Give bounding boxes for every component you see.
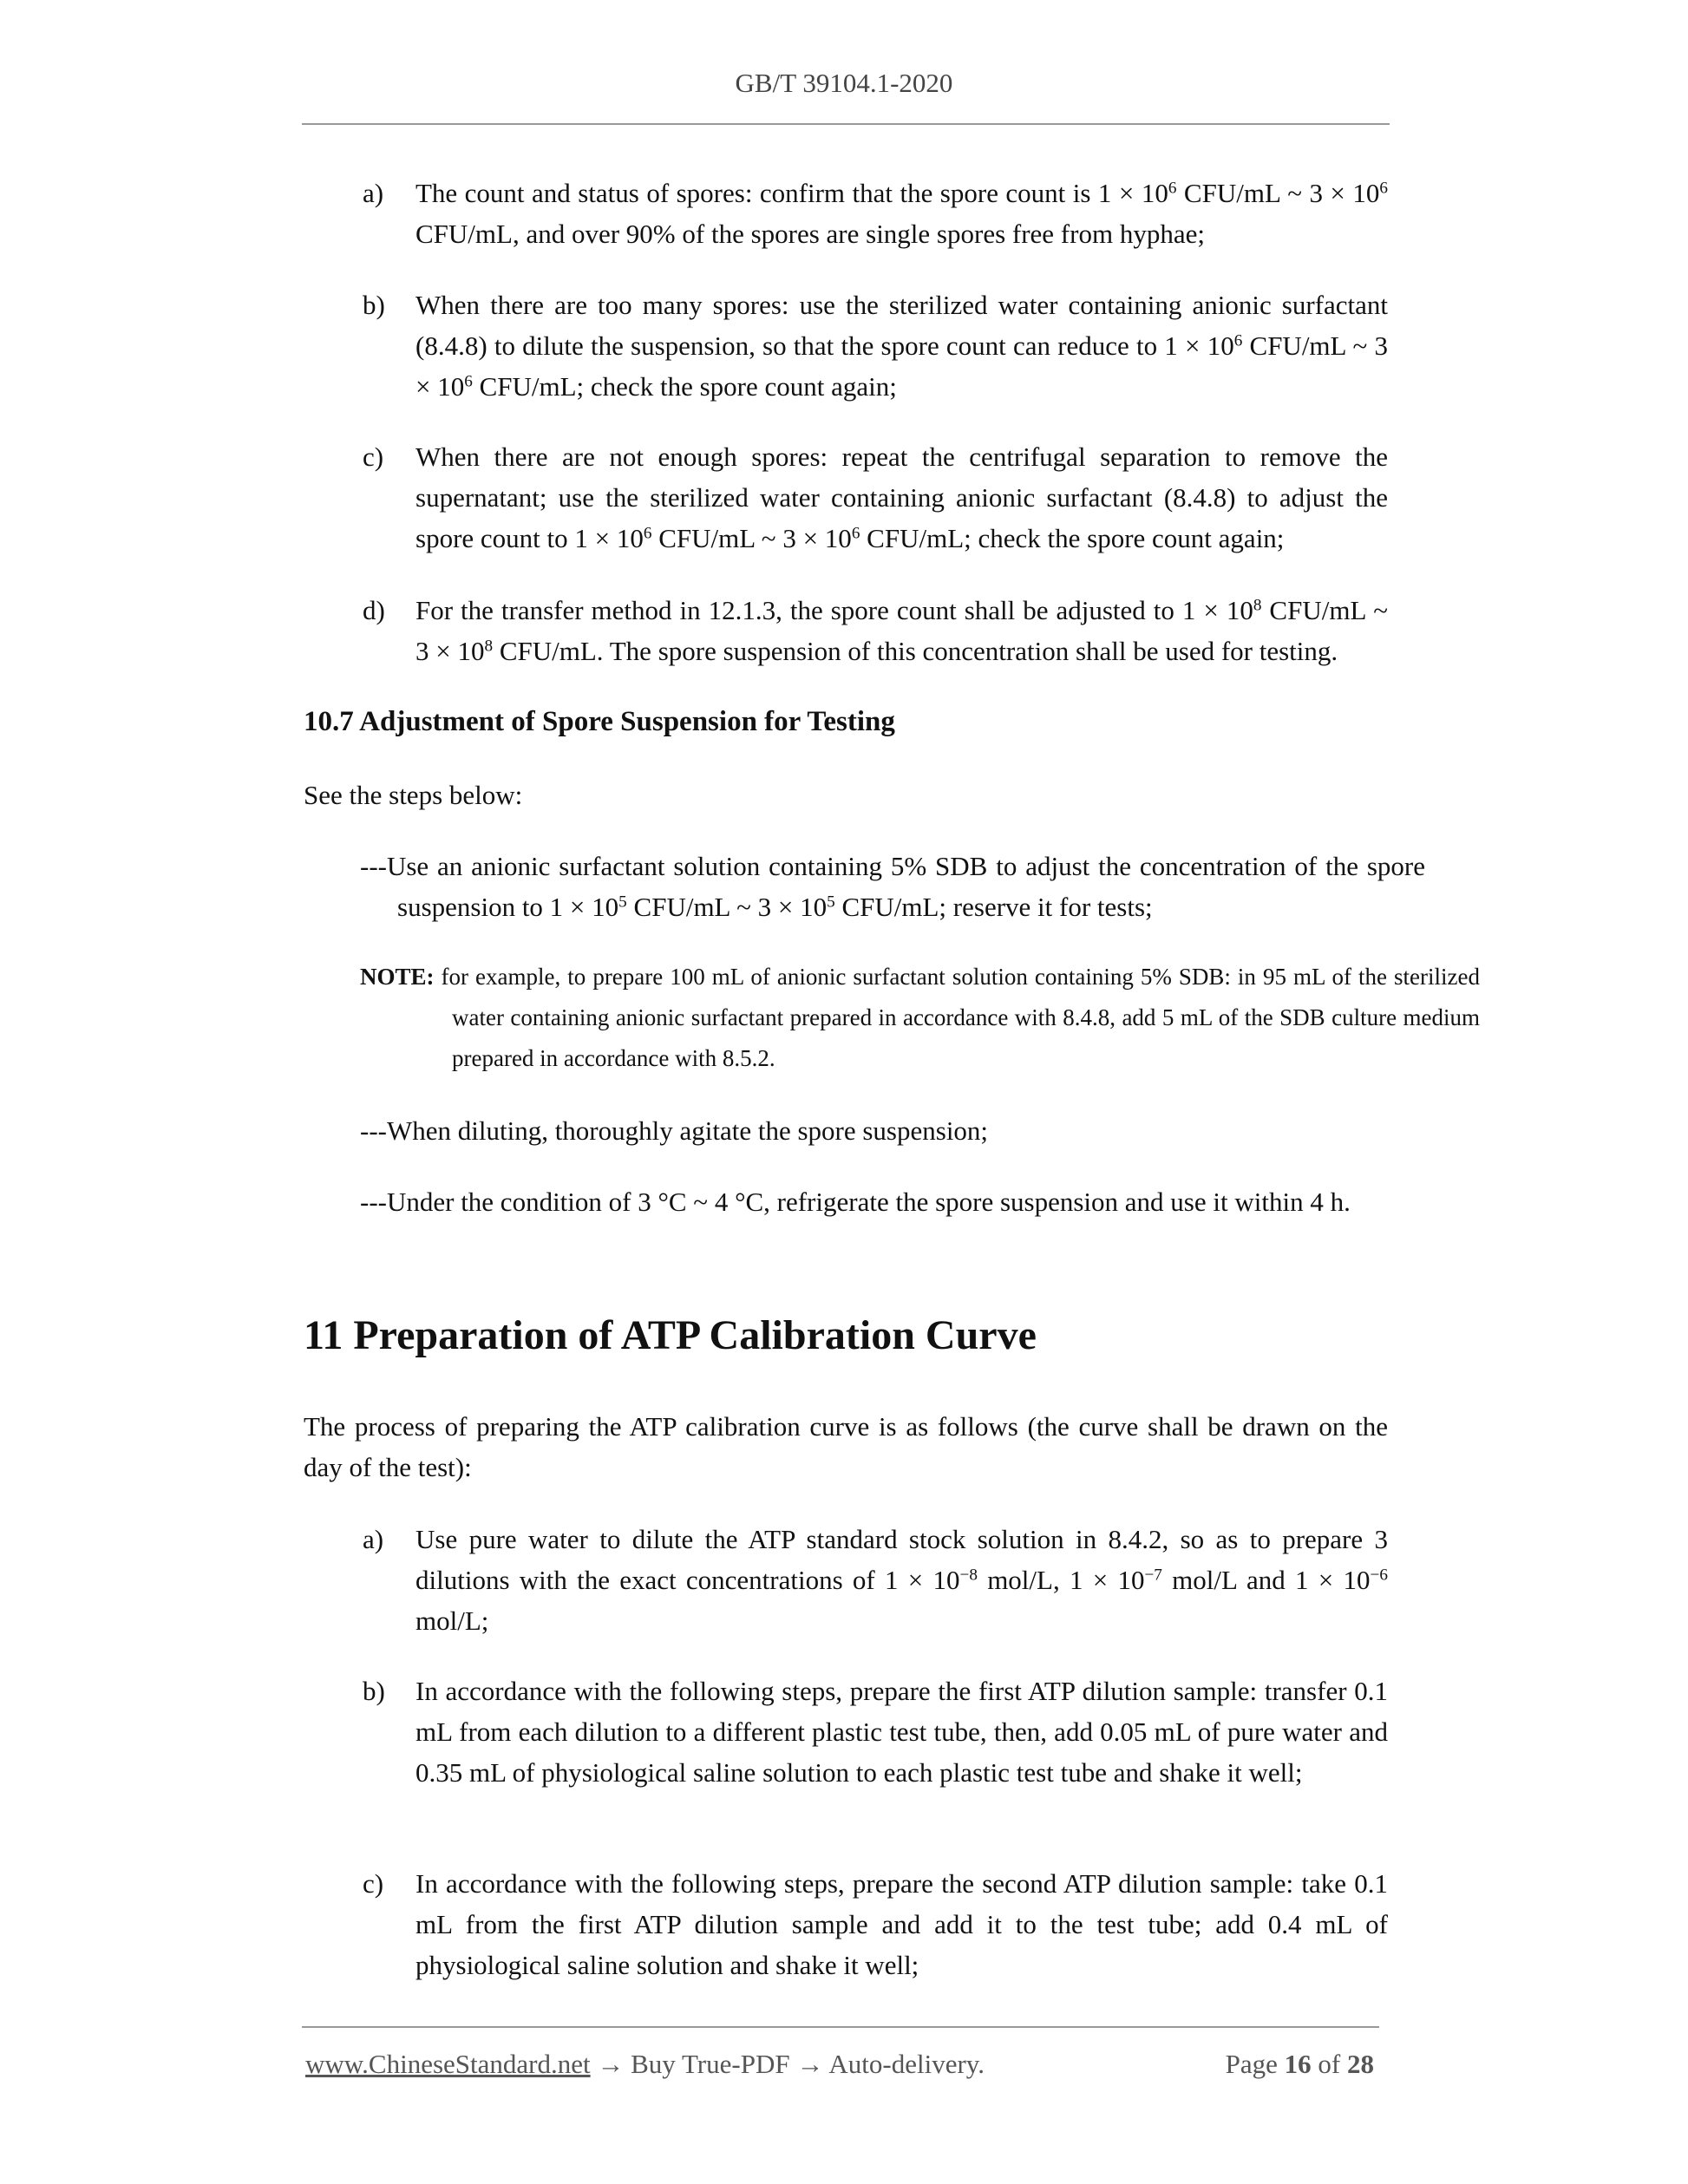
item-text — [415, 436, 1388, 559]
list-item — [363, 1863, 1388, 1985]
list-item — [363, 436, 1388, 559]
item-text — [415, 1863, 1388, 1985]
item-text — [415, 1519, 1388, 1641]
text-run: CFU/mL; reserve it for tests; — [834, 892, 1153, 922]
text-run: When there are too many spores: use the sterilized water containing anionic surfactant (8.4.8) to dilute the suspension, so that the spore count can reduce to 1 × 10 — [415, 290, 1388, 361]
superscript: 6 — [1168, 179, 1177, 198]
note — [360, 957, 1480, 1079]
page-word: Page — [1225, 2049, 1278, 2079]
section-intro: The process of preparing the ATP calibration curve is as follows (the curve shall be drawn on the day of the test): — [304, 1411, 1388, 1482]
of-word: of — [1318, 2049, 1341, 2079]
section-intro: See the steps below: — [304, 780, 523, 810]
text-run: CFU/mL. The spore suspension of this concentration shall be used for testing. — [493, 636, 1338, 666]
superscript: 8 — [484, 637, 494, 656]
page-total: 28 — [1347, 2049, 1374, 2079]
text-run: CFU/mL ~ 3 × 10 — [415, 330, 1388, 402]
item-label: b) — [363, 1676, 385, 1706]
item-text — [415, 284, 1388, 407]
delivery-text: Auto-delivery. — [828, 2049, 985, 2079]
superscript: 8 — [1253, 596, 1262, 615]
text-run: In accordance with the following steps, prepare the first ATP dilution sample: transfer 0.1 mL from each dilution to a different plastic test tube, then, add 0.05 mL of pure water and 0.35 mL of physiological saline solution to each plastic test tube and shake it well; — [415, 1676, 1388, 1788]
note-label: NOTE: — [360, 964, 435, 990]
text-run: In accordance with the following steps, prepare the second ATP dilution sample: take 0.1 mL from the first ATP dilution sample and add it to the test tube; add 0.4 mL of physiological saline solution and shake it well; — [415, 1868, 1388, 1980]
list-item — [363, 284, 1388, 407]
section-heading-11: 11 Preparation of ATP Calibration Curve — [304, 1312, 1037, 1358]
arrow-icon: → — [796, 2049, 824, 2079]
list-item — [363, 590, 1388, 671]
text-run: Use pure water to dilute the ATP standard stock solution in 8.4.2, so as to prepare 3 dilutions with the exact concentrations of 1 × 10 — [415, 1524, 1388, 1595]
arrow-icon: → — [597, 2049, 625, 2079]
website-link[interactable]: www.ChineseStandard.net — [305, 2049, 591, 2079]
item-label: b) — [363, 290, 385, 320]
text-run: mol/L, 1 × 10 — [977, 1565, 1145, 1595]
item-label: a) — [363, 1524, 384, 1554]
list-item — [363, 1519, 1388, 1641]
text-run: For the transfer method in 12.1.3, the spore count shall be adjusted to 1 × 10 — [415, 595, 1253, 625]
dash-step: ---When diluting, thoroughly agitate the spore suspension; — [360, 1115, 989, 1146]
text-run: The count and status of spores: confirm that the spore count is 1 × 10 — [415, 178, 1168, 208]
item-label: a) — [363, 178, 384, 208]
item-text — [415, 173, 1388, 254]
item-text — [415, 1671, 1388, 1793]
superscript: −6 — [1370, 1566, 1388, 1585]
list-item — [363, 1671, 1388, 1793]
text-run: CFU/mL; check the spore count again; — [860, 523, 1285, 553]
text-run: CFU/mL ~ 3 × 10 — [626, 892, 828, 922]
superscript: 6 — [851, 524, 860, 543]
item-label: c) — [363, 1868, 384, 1899]
note-text: for example, to prepare 100 mL of anionic surfactant solution containing 5% SDB: in 95 mL of the sterilized water containing anionic surfactant prepared in accordance with 8.4.8, add 5 mL of the SDB culture medium prepared in accordance with 8.5.2. — [441, 964, 1480, 1071]
superscript: 6 — [643, 524, 652, 543]
superscript: 5 — [827, 893, 835, 912]
item-text — [415, 590, 1388, 671]
superscript: 6 — [1233, 331, 1243, 350]
superscript: −7 — [1144, 1566, 1162, 1585]
buy-text: Buy True-PDF — [631, 2049, 790, 2079]
item-label: d) — [363, 595, 385, 625]
superscript: 6 — [1379, 179, 1388, 198]
text-run: CFU/mL ~ 3 × 10 — [415, 595, 1388, 666]
list-item — [363, 173, 1388, 254]
header-divider — [302, 123, 1390, 125]
text-run: CFU/mL ~ 3 × 10 — [1176, 178, 1380, 208]
text-run: CFU/mL ~ 3 × 10 — [651, 523, 852, 553]
page-number: 16 — [1284, 2049, 1312, 2079]
footer-left — [305, 2049, 985, 2080]
text-run: When there are not enough spores: repeat the centrifugal separation to remove the supernatant; use the sterilized water containing anionic surfactant (8.4.8) to adjust the spore count to 1 × 10 — [415, 441, 1388, 553]
text-run: mol/L; — [415, 1605, 489, 1636]
item-label: c) — [363, 441, 384, 472]
document-header: GB/T 39104.1-2020 — [735, 68, 953, 98]
text-run: mol/L and 1 × 10 — [1161, 1565, 1371, 1595]
section-heading-10-7: 10.7 Adjustment of Spore Suspension for Testing — [304, 706, 895, 737]
superscript: 5 — [618, 893, 627, 912]
text-run: CFU/mL, and over 90% of the spores are single spores free from hyphae; — [415, 219, 1205, 249]
superscript: 6 — [464, 372, 473, 391]
page-indicator — [1226, 2049, 1374, 2080]
dash-step: ---Under the condition of 3 °C ~ 4 °C, refrigerate the spore suspension and use it within 4 h. — [360, 1187, 1351, 1217]
footer-divider — [302, 2026, 1379, 2028]
superscript: −8 — [959, 1566, 978, 1585]
text-run: CFU/mL; check the spore count again; — [472, 371, 897, 402]
dash-step — [360, 846, 1425, 927]
text-run: ---Use an anionic surfactant solution containing 5% SDB to adjust the concentration of the spore suspension to 1 × 10 — [360, 851, 1425, 922]
